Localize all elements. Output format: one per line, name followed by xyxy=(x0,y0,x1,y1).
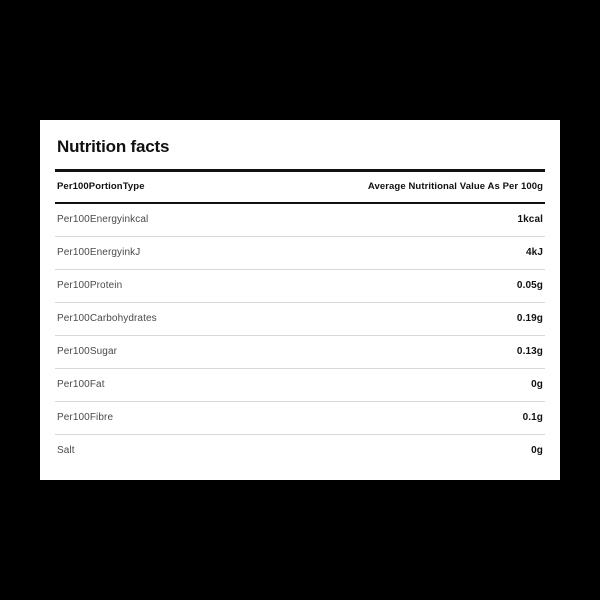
row-label: Salt xyxy=(57,445,75,457)
row-label: Per100Sugar xyxy=(55,335,300,368)
page-title: Nutrition facts xyxy=(57,137,170,156)
row-label: Per100Fibre xyxy=(55,401,300,434)
table-row xyxy=(55,203,545,236)
table-header-row xyxy=(55,170,545,203)
table-row xyxy=(55,269,545,302)
row-label: Per100EnergyinkJ xyxy=(55,236,300,269)
row-value: 0.1g xyxy=(300,401,545,434)
row-value: 4kJ xyxy=(300,236,545,269)
row-label: Per100Fat xyxy=(55,368,300,401)
row-value: 0.13g xyxy=(300,335,545,368)
row-value: 0.05g xyxy=(300,269,545,302)
table-row xyxy=(55,368,545,401)
row-label: Per100Carbohydrates xyxy=(55,302,300,335)
table-row xyxy=(55,236,545,269)
nutrition-table-body xyxy=(55,170,545,467)
row-value: 1kcal xyxy=(300,203,545,236)
row-label: Per100Protein xyxy=(55,269,300,302)
table-row xyxy=(55,302,545,335)
row-value: 0.19g xyxy=(300,302,545,335)
row-value: 0g xyxy=(300,368,545,401)
table-row xyxy=(55,434,545,467)
table-header-value: Average Nutritional Value As Per 100g xyxy=(300,170,545,203)
table-row xyxy=(55,335,545,368)
nutrition-facts-panel xyxy=(40,120,560,480)
nutrition-table xyxy=(55,169,545,468)
table-row xyxy=(55,401,545,434)
row-label: Per100Energyinkcal xyxy=(55,203,300,236)
row-value: 0g xyxy=(531,445,543,457)
table-header-label: Per100PortionType xyxy=(55,170,300,203)
panel-content xyxy=(55,130,545,470)
